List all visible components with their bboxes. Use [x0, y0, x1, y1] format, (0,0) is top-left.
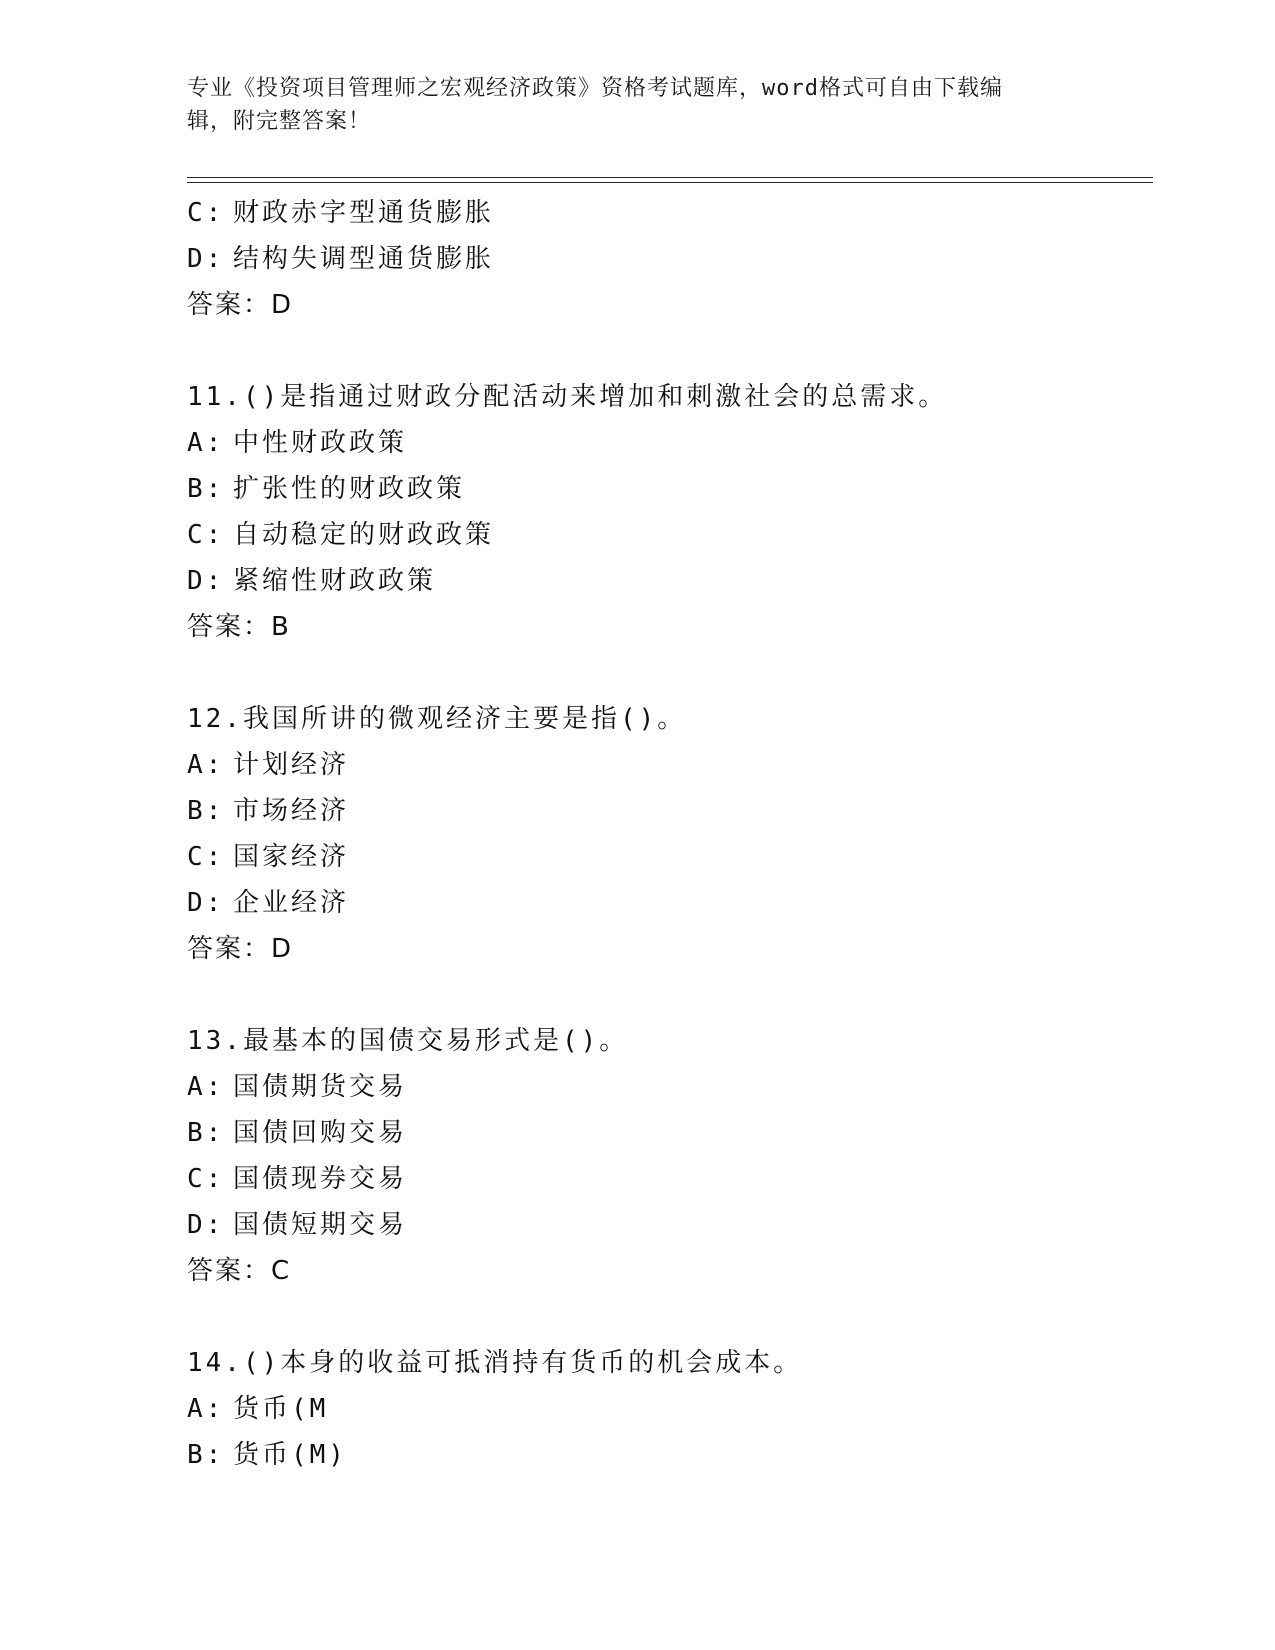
option-letter: B: [187, 474, 225, 504]
option-letter: A: [187, 750, 225, 780]
option-letter: A: [187, 1394, 225, 1424]
option-c [187, 512, 1147, 558]
header-divider-top [187, 177, 1153, 178]
option-text: 计划经济 [233, 750, 350, 780]
question-stem: 13.最基本的国债交易形式是()。 [187, 1026, 629, 1056]
option-letter: B: [187, 796, 225, 826]
question-stem: 11.()是指通过财政分配活动来增加和刺激社会的总需求。 [187, 382, 948, 412]
question-spacer [187, 1294, 1147, 1340]
option-d [187, 1202, 1147, 1248]
answer-line: 答案：C [187, 1256, 292, 1286]
option-b [187, 1432, 1147, 1478]
partial-question [187, 190, 1147, 328]
option-c [187, 834, 1147, 880]
option-letter: C: [187, 198, 225, 228]
option-text: 市场经济 [233, 796, 350, 826]
option-b [187, 1110, 1147, 1156]
header-line-1: 专业《投资项目管理师之宏观经济政策》资格考试题库，word格式可自由下载编 [187, 76, 1003, 101]
option-text: 货币(M [233, 1394, 329, 1424]
answer-line: 答案：D [187, 290, 294, 320]
option-d [187, 558, 1147, 604]
option-text: 国债期货交易 [233, 1072, 408, 1102]
option-text: 中性财政政策 [233, 428, 408, 458]
option-letter: A: [187, 428, 225, 458]
option-letter: C: [187, 520, 225, 550]
header-line-2: 辑，附完整答案！ [187, 109, 372, 134]
question-list [187, 190, 1147, 1478]
option-text: 企业经济 [233, 888, 350, 918]
question-12 [187, 696, 1147, 972]
option-a [187, 742, 1147, 788]
option-text: 国债回购交易 [233, 1118, 408, 1148]
option-text: 国家经济 [233, 842, 350, 872]
option-text: 财政赤字型通货膨胀 [233, 198, 495, 228]
question-spacer [187, 972, 1147, 1018]
option-letter: B: [187, 1118, 225, 1148]
question-stem: 14.()本身的收益可抵消持有货币的机会成本。 [187, 1348, 803, 1378]
option-letter: D: [187, 244, 225, 274]
option-text: 国债现券交易 [233, 1164, 408, 1194]
option-letter: C: [187, 1164, 225, 1194]
option-letter: D: [187, 566, 225, 596]
option-text: 国债短期交易 [233, 1210, 408, 1240]
option-letter: D: [187, 1210, 225, 1240]
question-13 [187, 1018, 1147, 1294]
answer-line: 答案：B [187, 612, 291, 642]
option-letter: D: [187, 888, 225, 918]
option-c [187, 1156, 1147, 1202]
document-header [187, 72, 1087, 138]
option-letter: C: [187, 842, 225, 872]
option-text: 结构失调型通货膨胀 [233, 244, 495, 274]
question-spacer [187, 328, 1147, 374]
option-text: 扩张性的财政政策 [233, 474, 466, 504]
option-b [187, 466, 1147, 512]
header-divider-bottom [187, 182, 1153, 183]
option-text: 自动稳定的财政政策 [233, 520, 495, 550]
option-d [187, 236, 1147, 282]
question-stem: 12.我国所讲的微观经济主要是指()。 [187, 704, 687, 734]
question-11 [187, 374, 1147, 650]
option-text: 紧缩性财政政策 [233, 566, 437, 596]
option-a [187, 1386, 1147, 1432]
question-14 [187, 1340, 1147, 1478]
option-letter: B: [187, 1440, 225, 1470]
option-b [187, 788, 1147, 834]
option-d [187, 880, 1147, 926]
option-a [187, 420, 1147, 466]
option-text: 货币(M) [233, 1440, 347, 1470]
answer-line: 答案：D [187, 934, 294, 964]
option-letter: A: [187, 1072, 225, 1102]
option-a [187, 1064, 1147, 1110]
option-c [187, 190, 1147, 236]
question-spacer [187, 650, 1147, 696]
